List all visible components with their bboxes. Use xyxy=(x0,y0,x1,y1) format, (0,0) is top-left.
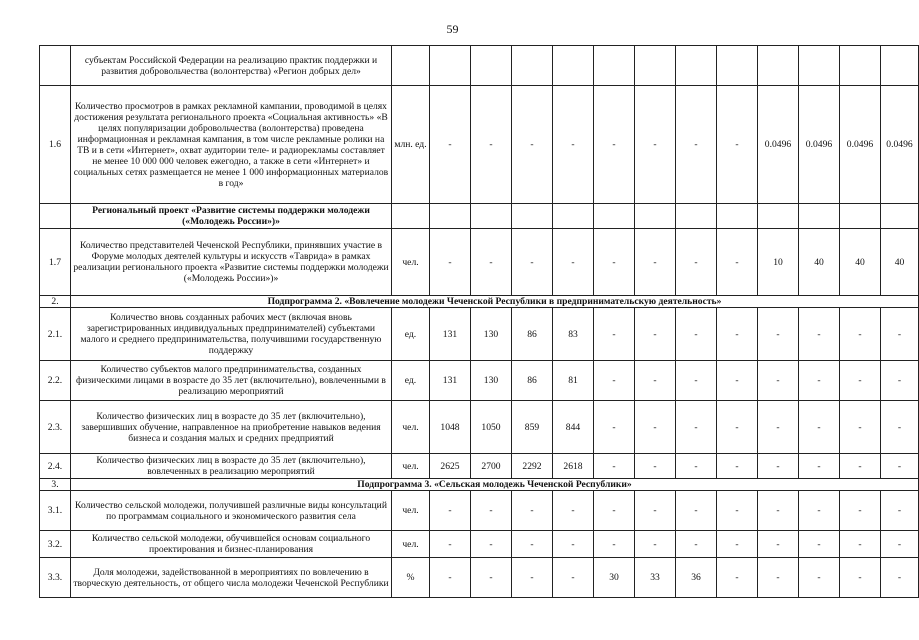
table-row xyxy=(40,46,919,86)
value-cell xyxy=(840,46,881,86)
row-number: 2.4. xyxy=(40,454,71,479)
value-cell xyxy=(799,46,840,86)
value-cell: - xyxy=(758,531,799,558)
value-cell: - xyxy=(471,558,512,598)
value-cell: - xyxy=(840,361,881,401)
value-cell: 131 xyxy=(430,361,471,401)
value-cell xyxy=(881,46,919,86)
unit-cell: чел. xyxy=(392,454,430,479)
value-cell: 10 xyxy=(758,229,799,296)
value-cell: - xyxy=(594,229,635,296)
row-number: 2. xyxy=(40,296,71,308)
indicator-name: субъектам Российской Федерации на реализацию практик поддержки и развития добровольчества (волонтерства) «Регион добрых дел» xyxy=(71,46,392,86)
value-cell: - xyxy=(430,491,471,531)
table-row xyxy=(40,204,919,229)
value-cell: - xyxy=(512,491,553,531)
value-cell: 2618 xyxy=(553,454,594,479)
value-cell xyxy=(553,46,594,86)
table-row xyxy=(40,491,919,531)
value-cell: - xyxy=(471,531,512,558)
value-cell: 0.0496 xyxy=(840,86,881,204)
value-cell xyxy=(471,46,512,86)
indicator-name: Количество вновь созданных рабочих мест (включая вновь зарегистрированных индивидуальных предпринимателей) субъектами малого и среднего предпринимательства, получившими государственную поддержку xyxy=(71,308,392,361)
value-cell: - xyxy=(553,531,594,558)
value-cell: - xyxy=(635,401,676,454)
unit-cell: % xyxy=(392,558,430,598)
row-number: 2.2. xyxy=(40,361,71,401)
value-cell: - xyxy=(430,86,471,204)
value-cell: - xyxy=(594,491,635,531)
value-cell: - xyxy=(758,308,799,361)
value-cell: - xyxy=(676,361,717,401)
value-cell: - xyxy=(840,558,881,598)
value-cell: 83 xyxy=(553,308,594,361)
value-cell xyxy=(758,46,799,86)
value-cell: - xyxy=(471,229,512,296)
unit-cell: чел. xyxy=(392,491,430,531)
value-cell: - xyxy=(717,229,758,296)
value-cell: - xyxy=(553,86,594,204)
value-cell xyxy=(799,204,840,229)
value-cell: - xyxy=(635,229,676,296)
value-cell: 2292 xyxy=(512,454,553,479)
value-cell: - xyxy=(799,308,840,361)
value-cell: - xyxy=(635,86,676,204)
value-cell: - xyxy=(553,558,594,598)
indicator-name: Количество просмотров в рамках рекламной кампании, проводимой в целях достижения результата регионального проекта «Социальная активность» «В целях популяризации добровольчества (волонтерства) проведена информационная и рекламная кампания, в том числе рекламные ролики на ТВ и в сети «Интернет», охват аудитории теле- и радиорекламы составляет не менее 10 000 000 человек ежегодно, а также в сети «Интернет» и социальных сетях размещается не менее 1 000 информационных материалов в год» xyxy=(71,86,392,204)
value-cell: - xyxy=(676,401,717,454)
value-cell: - xyxy=(676,531,717,558)
value-cell: - xyxy=(881,558,919,598)
row-number: 2.3. xyxy=(40,401,71,454)
value-cell: - xyxy=(881,491,919,531)
table-row xyxy=(40,454,919,479)
table-row xyxy=(40,558,919,598)
value-cell xyxy=(881,204,919,229)
value-cell: 0.0496 xyxy=(799,86,840,204)
value-cell: - xyxy=(717,558,758,598)
value-cell: - xyxy=(799,361,840,401)
value-cell xyxy=(430,204,471,229)
value-cell xyxy=(840,204,881,229)
value-cell: - xyxy=(799,454,840,479)
value-cell: 1050 xyxy=(471,401,512,454)
value-cell: - xyxy=(840,308,881,361)
value-cell: - xyxy=(512,229,553,296)
value-cell: 33 xyxy=(635,558,676,598)
value-cell: - xyxy=(840,401,881,454)
value-cell xyxy=(430,46,471,86)
value-cell: - xyxy=(594,531,635,558)
value-cell: - xyxy=(758,361,799,401)
project-title: Региональный проект «Развитие системы поддержки молодежи («Молодежь России»)» xyxy=(71,204,392,229)
value-cell: 859 xyxy=(512,401,553,454)
value-cell: 1048 xyxy=(430,401,471,454)
row-number xyxy=(40,204,71,229)
indicator-name: Доля молодежи, задействованной в мероприятиях по вовлечению в творческую деятельность, от общего числа молодежи Чеченской Республики xyxy=(71,558,392,598)
value-cell: - xyxy=(758,558,799,598)
unit-cell: ед. xyxy=(392,308,430,361)
value-cell xyxy=(676,204,717,229)
value-cell xyxy=(635,204,676,229)
value-cell: - xyxy=(594,361,635,401)
value-cell: - xyxy=(717,86,758,204)
value-cell xyxy=(512,46,553,86)
value-cell: 40 xyxy=(799,229,840,296)
value-cell: - xyxy=(840,531,881,558)
indicator-name: Количество физических лиц в возрасте до 35 лет (включительно), завершивших обучение, направленное на приобретение навыков ведения бизнеса и создания малых и средних предприятий xyxy=(71,401,392,454)
value-cell: - xyxy=(635,308,676,361)
section-row xyxy=(40,296,919,308)
value-cell: - xyxy=(758,401,799,454)
value-cell xyxy=(676,46,717,86)
row-number: 3. xyxy=(40,479,71,491)
unit-cell: чел. xyxy=(392,531,430,558)
value-cell xyxy=(594,46,635,86)
value-cell: - xyxy=(594,454,635,479)
value-cell: - xyxy=(758,454,799,479)
value-cell: 0.0496 xyxy=(881,86,919,204)
value-cell: - xyxy=(881,531,919,558)
value-cell xyxy=(635,46,676,86)
value-cell: 81 xyxy=(553,361,594,401)
value-cell: - xyxy=(471,491,512,531)
value-cell: - xyxy=(881,361,919,401)
value-cell: - xyxy=(881,401,919,454)
value-cell xyxy=(758,204,799,229)
value-cell: - xyxy=(594,86,635,204)
indicator-name: Количество субъектов малого предпринимательства, созданных физическими лицами в возрасте до 35 лет (включительно), вовлеченными в реализацию мероприятий xyxy=(71,361,392,401)
table-row xyxy=(40,308,919,361)
value-cell: - xyxy=(430,558,471,598)
value-cell: - xyxy=(512,86,553,204)
value-cell: - xyxy=(881,454,919,479)
unit-cell xyxy=(392,204,430,229)
value-cell: 844 xyxy=(553,401,594,454)
value-cell xyxy=(717,204,758,229)
unit-cell: млн. ед. xyxy=(392,86,430,204)
value-cell: - xyxy=(676,491,717,531)
indicator-name: Количество сельской молодежи, обучившейся основам социального проектирования и бизнес-планирования xyxy=(71,531,392,558)
page-number: 59 xyxy=(446,22,459,36)
row-number: 3.2. xyxy=(40,531,71,558)
value-cell: - xyxy=(594,308,635,361)
table-row xyxy=(40,229,919,296)
row-number: 1.7 xyxy=(40,229,71,296)
value-cell: - xyxy=(635,454,676,479)
value-cell: - xyxy=(430,531,471,558)
value-cell: 30 xyxy=(594,558,635,598)
value-cell: - xyxy=(676,229,717,296)
value-cell: 130 xyxy=(471,308,512,361)
row-number: 2.1. xyxy=(40,308,71,361)
value-cell: - xyxy=(717,531,758,558)
value-cell: - xyxy=(799,401,840,454)
value-cell: 40 xyxy=(881,229,919,296)
value-cell: - xyxy=(512,558,553,598)
value-cell: 86 xyxy=(512,361,553,401)
value-cell: - xyxy=(635,361,676,401)
subprogram-title: Подпрограмма 2. «Вовлечение молодежи Чеченской Республики в предпринимательскую деятельность» xyxy=(71,296,919,308)
row-number: 1.6 xyxy=(40,86,71,204)
section-row xyxy=(40,479,919,491)
value-cell: - xyxy=(717,454,758,479)
value-cell: - xyxy=(881,308,919,361)
value-cell: - xyxy=(840,491,881,531)
value-cell: - xyxy=(799,531,840,558)
value-cell: 86 xyxy=(512,308,553,361)
value-cell: - xyxy=(553,229,594,296)
table-row xyxy=(40,361,919,401)
value-cell: - xyxy=(553,491,594,531)
value-cell: - xyxy=(799,558,840,598)
value-cell xyxy=(471,204,512,229)
value-cell: - xyxy=(471,86,512,204)
subprogram-title: Подпрограмма 3. «Сельская молодежь Чеченской Республики» xyxy=(71,479,919,491)
unit-cell: чел. xyxy=(392,401,430,454)
value-cell: - xyxy=(676,454,717,479)
table-row xyxy=(40,86,919,204)
value-cell: - xyxy=(512,531,553,558)
value-cell: 0.0496 xyxy=(758,86,799,204)
value-cell: 36 xyxy=(676,558,717,598)
indicators-table xyxy=(39,45,919,598)
value-cell: 40 xyxy=(840,229,881,296)
value-cell: 130 xyxy=(471,361,512,401)
value-cell: - xyxy=(717,361,758,401)
value-cell: - xyxy=(594,401,635,454)
table-row xyxy=(40,401,919,454)
value-cell: - xyxy=(799,491,840,531)
value-cell xyxy=(553,204,594,229)
value-cell xyxy=(512,204,553,229)
indicator-name: Количество физических лиц в возрасте до 35 лет (включительно), вовлеченных в реализацию мероприятий xyxy=(71,454,392,479)
value-cell xyxy=(717,46,758,86)
value-cell xyxy=(594,204,635,229)
value-cell: 2625 xyxy=(430,454,471,479)
value-cell: - xyxy=(758,491,799,531)
unit-cell: ед. xyxy=(392,361,430,401)
value-cell: 131 xyxy=(430,308,471,361)
value-cell: - xyxy=(635,491,676,531)
row-number xyxy=(40,46,71,86)
value-cell: 2700 xyxy=(471,454,512,479)
row-number: 3.1. xyxy=(40,491,71,531)
unit-cell: чел. xyxy=(392,229,430,296)
value-cell: - xyxy=(840,454,881,479)
value-cell: - xyxy=(717,401,758,454)
unit-cell xyxy=(392,46,430,86)
table-row xyxy=(40,531,919,558)
row-number: 3.3. xyxy=(40,558,71,598)
value-cell: - xyxy=(430,229,471,296)
indicator-name: Количество представителей Чеченской Республики, принявших участие в Форуме молодых деятелей культуры и искусств «Таврида» в рамках реализации регионального проекта «Развитие системы поддержки молодежи («Молодежь России»)» xyxy=(71,229,392,296)
value-cell: - xyxy=(676,308,717,361)
value-cell: - xyxy=(635,531,676,558)
value-cell: - xyxy=(717,308,758,361)
indicator-name: Количество сельской молодежи, получившей различные виды консультаций по программам социального и экономического развития села xyxy=(71,491,392,531)
value-cell: - xyxy=(717,491,758,531)
value-cell: - xyxy=(676,86,717,204)
